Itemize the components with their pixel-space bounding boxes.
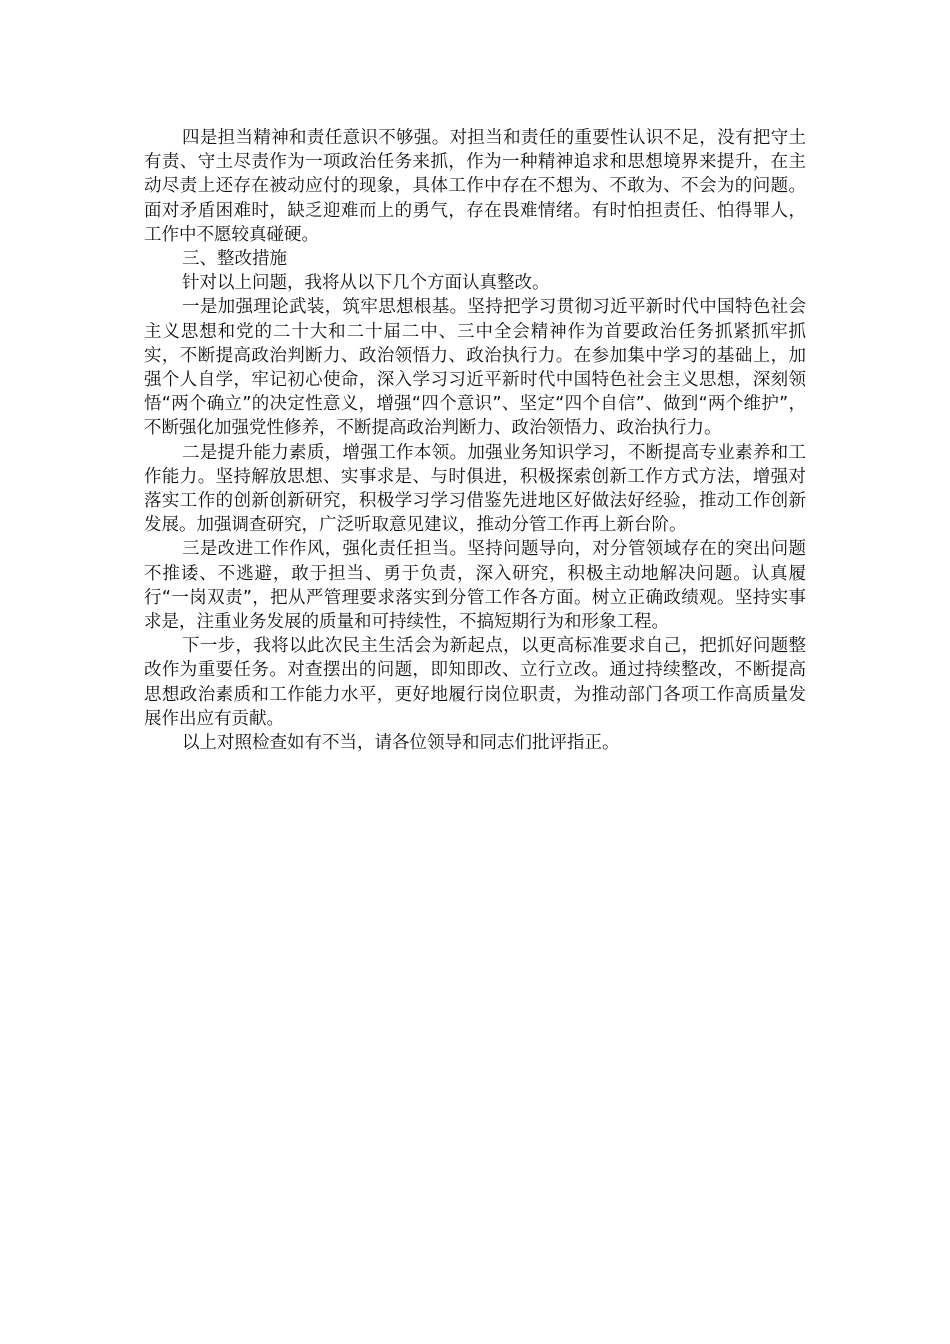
paragraph-next-step: 下一步，我将以此次民主生活会为新起点，以更高标准要求自己，把抓好问题整改作为重要任务。对查摆出的问题，即知即改、立行立改。通过持续整改，不断提高思想政治素质和工作能力水平，更好地履行岗位职责，为推动部门各项工作高质量发展作出应有贡献。 bbox=[144, 636, 806, 729]
paragraph-theory: 一是加强理论武装，筑牢思想根基。坚持把学习贯彻习近平新时代中国特色社会主义思想和党的二十大和二十届二中、三中全会精神作为首要政治任务抓紧抓牢抓实，不断提高政治判断力、政治领悟力、政治执行力。在参加集中学习的基础上，加强个人自学，牢记初心使命，深入学习习近平新时代中国特色社会主义思想，深刻领悟“两个确立”的决定性意义，增强“四个意识”、坚定“四个自信”、做到“两个维护”，不断强化加强党性修养，不断提高政治判断力、政治领悟力、政治执行力。 bbox=[144, 297, 806, 439]
paragraph-intro: 针对以上问题，我将从以下几个方面认真整改。 bbox=[182, 273, 550, 294]
document-body bbox=[144, 126, 806, 755]
paragraph-ability: 二是提升能力素质，增强工作本领。加强业务知识学习，不断提高专业素养和工作能力。坚持解放思想、实事求是、与时俱进，积极探索创新工作方式方法，增强对落实工作的创新创新研究，积极学习学习借鉴先进地区好做法好经验，推动工作创新发展。加强调查研究，广泛听取意见建议，推动分管工作再上新台阶。 bbox=[144, 442, 806, 536]
paragraph-closing: 以上对照检查如有不当，请各位领导和同志们批评指正。 bbox=[182, 733, 620, 754]
paragraph-responsibility: 四是担当精神和责任意识不够强。对担当和责任的重要性认识不足，没有把守土有责、守土尽责作为一项政治任务来抓，作为一种精神追求和思想境界来提升，在主动尽责上还存在被动应付的现象，具体工作中存在不想为、不敢为、不会为的问题。面对矛盾困难时，缺乏迎难而上的勇气，存在畏难情绪。有时怕担责任、怕得罪人，工作中不愿较真碰硬。 bbox=[144, 128, 806, 245]
section-heading-rectification: 三、整改措施 bbox=[182, 249, 287, 270]
paragraph-work-style: 三是改进工作作风，强化责任担当。坚持问题导向，对分管领域存在的突出问题不推诿、不逃避，敢于担当、勇于负责，深入研究，积极主动地解决问题。认真履行“一岗双责”，把从严管理要求落实到分管工作各方面。树立正确政绩观。坚持实事求是，注重业务发展的质量和可持续性，不搞短期行为和形象工程。 bbox=[144, 539, 806, 633]
